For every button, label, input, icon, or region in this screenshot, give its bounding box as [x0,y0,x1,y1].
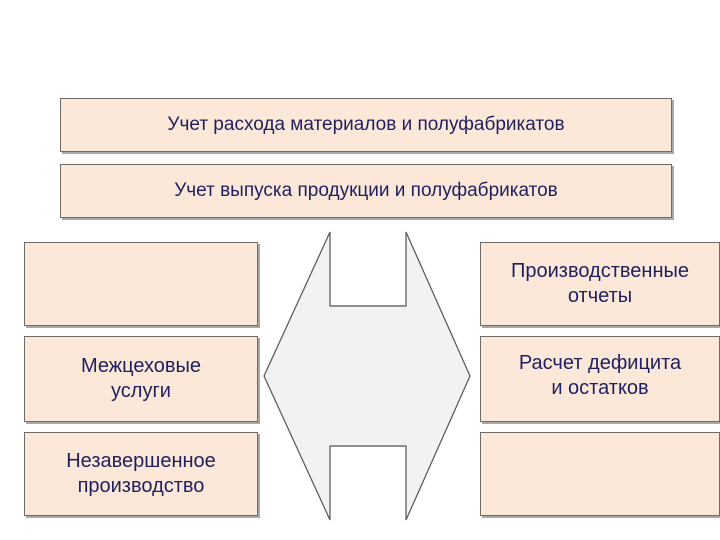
top-box-materials [60,98,672,152]
top-box-output [60,164,672,218]
right-box-deficit [480,336,720,422]
right-box-reports-label: Производственные отчеты [511,260,689,307]
right-box-reports [480,242,720,326]
left-box-interdepartment-label: Межцеховые услуги [80,355,202,402]
left-box-wip [24,432,258,516]
left-box-wip-label: Незавершенное производство [66,450,216,497]
left-box-interdepartment [24,336,258,422]
top-box-materials-label: Учет расхода материалов и полуфабрикатов [167,114,565,136]
left-box-empty [24,242,258,326]
right-box-deficit-label: Расчет дефицита и остатков [518,352,682,399]
double-arrow-shape [260,230,480,530]
double-arrow-icon [264,232,470,520]
right-box-empty [480,432,720,516]
top-box-output-label: Учет выпуска продукции и полуфабрикатов [174,180,558,202]
